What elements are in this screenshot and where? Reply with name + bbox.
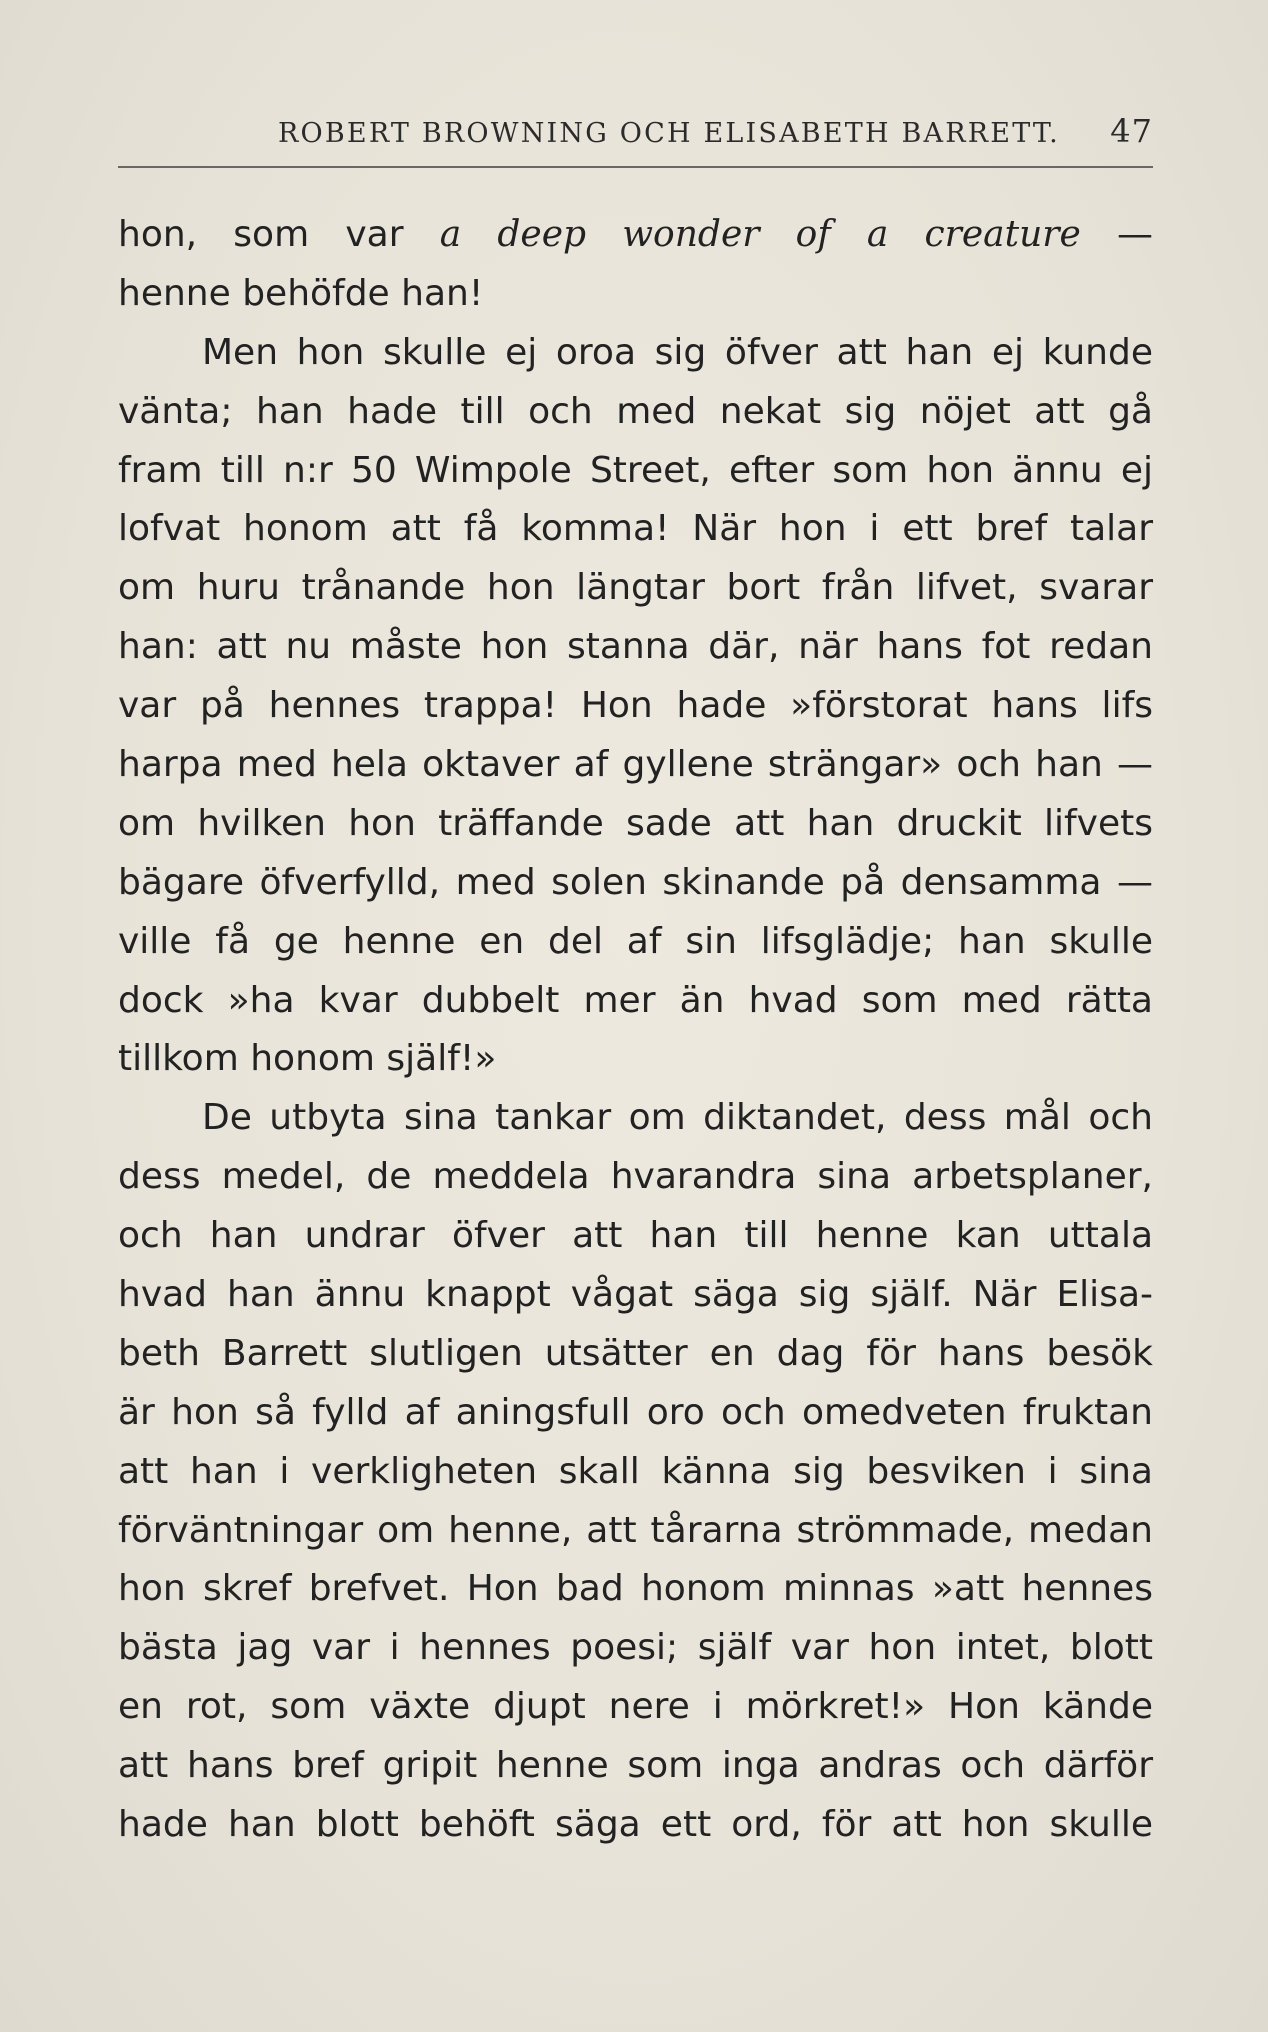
text-line: beth Barrett slutligen utsätter en dag för hans besök [118,1332,1153,1374]
text-line: hon skref brefvet. Hon bad honom minnas »att hennes [118,1568,1153,1610]
text-line: att han i verkligheten skall känna sig besviken i sina [118,1450,1153,1492]
italic-phrase: a deep wonder of a creature [439,214,1081,255]
body-text [118,206,1153,1855]
text-line: hvad han ännu knappt vågat säga sig själf. När Elisa- [118,1274,1153,1316]
text-line: förväntningar om henne, att tårarna strömmade, medan [118,1509,1153,1551]
text-line: dock »ha kvar dubbelt mer än hvad som med rätta [118,979,1153,1021]
text-line: fram till n:r 50 Wimpole Street, efter som hon ännu ej [118,449,1153,491]
text-line: bästa jag var i hennes poesi; själf var hon intet, blott [118,1627,1153,1669]
text-line: harpa med hela oktaver af gyllene strängar» och han — [118,744,1153,786]
text-line: dess medel, de meddela hvarandra sina arbetsplaner, [118,1156,1153,1198]
text-line: henne behöfde han! [118,272,484,314]
text-line: var på hennes trappa! Hon hade »förstorat hans lifs [118,685,1153,727]
running-head: ROBERT BROWNING OCH ELISABETH BARRETT. [278,118,1060,149]
text-line: hade han blott behöft säga ett ord, för att hon skulle [118,1804,1153,1846]
text-line: vänta; han hade till och med nekat sig nöjet att gå [118,390,1153,432]
text-line: bägare öfverfylld, med solen skinande på densamma — [118,861,1153,903]
text-line: är hon så fylld af aningsfull oro och omedveten fruktan [118,1391,1153,1433]
text-line: han: att nu måste hon stanna där, när hans fot redan [118,626,1153,668]
text-line: om huru trånande hon längtar bort från lifvet, svarar [118,567,1153,609]
page-header [118,112,1153,160]
text-line: hon, som var a deep wonder of a creature — [118,214,1153,255]
text-line: lofvat honom att få komma! När hon i ett bref talar [118,508,1153,550]
text-line: ville få ge henne en del af sin lifsglädje; han skulle [118,920,1153,962]
page-number: 47 [1110,112,1153,150]
text-line: att hans bref gripit henne som inga andras och därför [118,1745,1153,1787]
header-rule [118,166,1153,168]
text-line: om hvilken hon träffande sade att han druckit lifvets [118,802,1153,844]
text-line: tillkom honom själf!» [118,1038,497,1080]
text-line: De utbyta sina tankar om diktandet, dess mål och [202,1097,1153,1139]
text-line: Men hon skulle ej oroa sig öfver att han ej kunde [202,331,1153,373]
text-line: en rot, som växte djupt nere i mörkret!» Hon kände [118,1686,1153,1728]
text-line: och han undrar öfver att han till henne kan uttala [118,1215,1153,1257]
